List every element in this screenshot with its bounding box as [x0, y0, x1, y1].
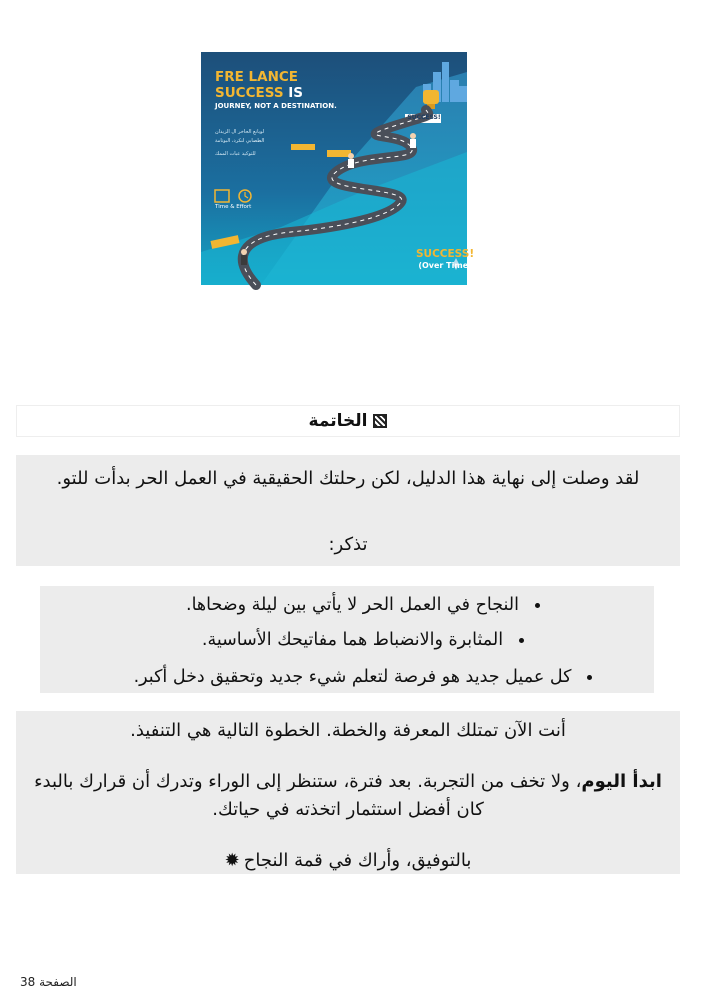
conclusion-heading-text: الخاتمة	[308, 411, 368, 431]
page-number: الصفحة 38	[20, 975, 77, 989]
start-bold: ابدأ اليوم	[581, 771, 662, 792]
closing-block	[16, 711, 680, 874]
intro-block	[16, 455, 680, 566]
poster-success-bottom: SUCCESS!	[416, 248, 475, 260]
poster-title-is: IS	[288, 85, 304, 101]
poster-time-effort: Time & Effort	[215, 204, 252, 210]
conclusion-heading	[16, 405, 680, 437]
intro-paragraph: لقد وصلت إلى نهاية هذا الدليل، لكن رحلتك الحقيقية في العمل الحر بدأت للتو.	[56, 468, 640, 489]
start-rest: ، ولا تخف من التجربة. بعد فترة، ستنظر إلى الوراء وتدرك أن قرارك بالبدء كان أفضل استثمار اتخذته في حياتك.	[34, 771, 582, 820]
poster-over-time: (Over Time)	[418, 261, 472, 270]
freelance-poster-image	[201, 52, 475, 285]
sparkle-sun-icon: ✹	[224, 850, 240, 871]
bullet-icon	[535, 603, 540, 608]
poster-arabic-line3: للتوكيد عبات الممك	[215, 151, 256, 157]
closing-line	[16, 847, 680, 875]
poster-success-top: SUCCESS!	[407, 114, 441, 121]
list-item: المثابرة والانضباط هما مفاتيحك الأساسية.	[0, 626, 726, 654]
poster-title-success: SUCCESS	[215, 85, 284, 101]
now-paragraph: أنت الآن تمتلك المعرفة والخطة. الخطوة التالية هي التنفيذ.	[130, 720, 566, 741]
start-paragraph	[26, 768, 670, 824]
bullet-icon	[587, 675, 592, 680]
list-item: كل عميل جديد هو فرصة لتعلم شيء جديد وتحقيق دخل أكبر.	[0, 663, 726, 691]
poster-arabic-line1: لويانع الحاخر ال الزيدان	[215, 129, 265, 135]
poster-title-line1: FRE LANCE	[215, 69, 299, 85]
remember-label: تذكر:	[328, 534, 368, 555]
checkered-square-icon	[373, 414, 387, 428]
list-item: النجاح في العمل الحر لا يأتي بين ليلة وضحاها.	[0, 591, 726, 619]
poster-subtitle: JOURNEY, NOT A DESTINATION.	[215, 102, 337, 110]
closing-text: بالتوفيق، وأراك في قمة النجاح	[243, 850, 472, 871]
bullet-icon	[519, 638, 524, 643]
poster-arabic-line2: الطصابي لنكرد، البوتامة	[215, 138, 265, 144]
